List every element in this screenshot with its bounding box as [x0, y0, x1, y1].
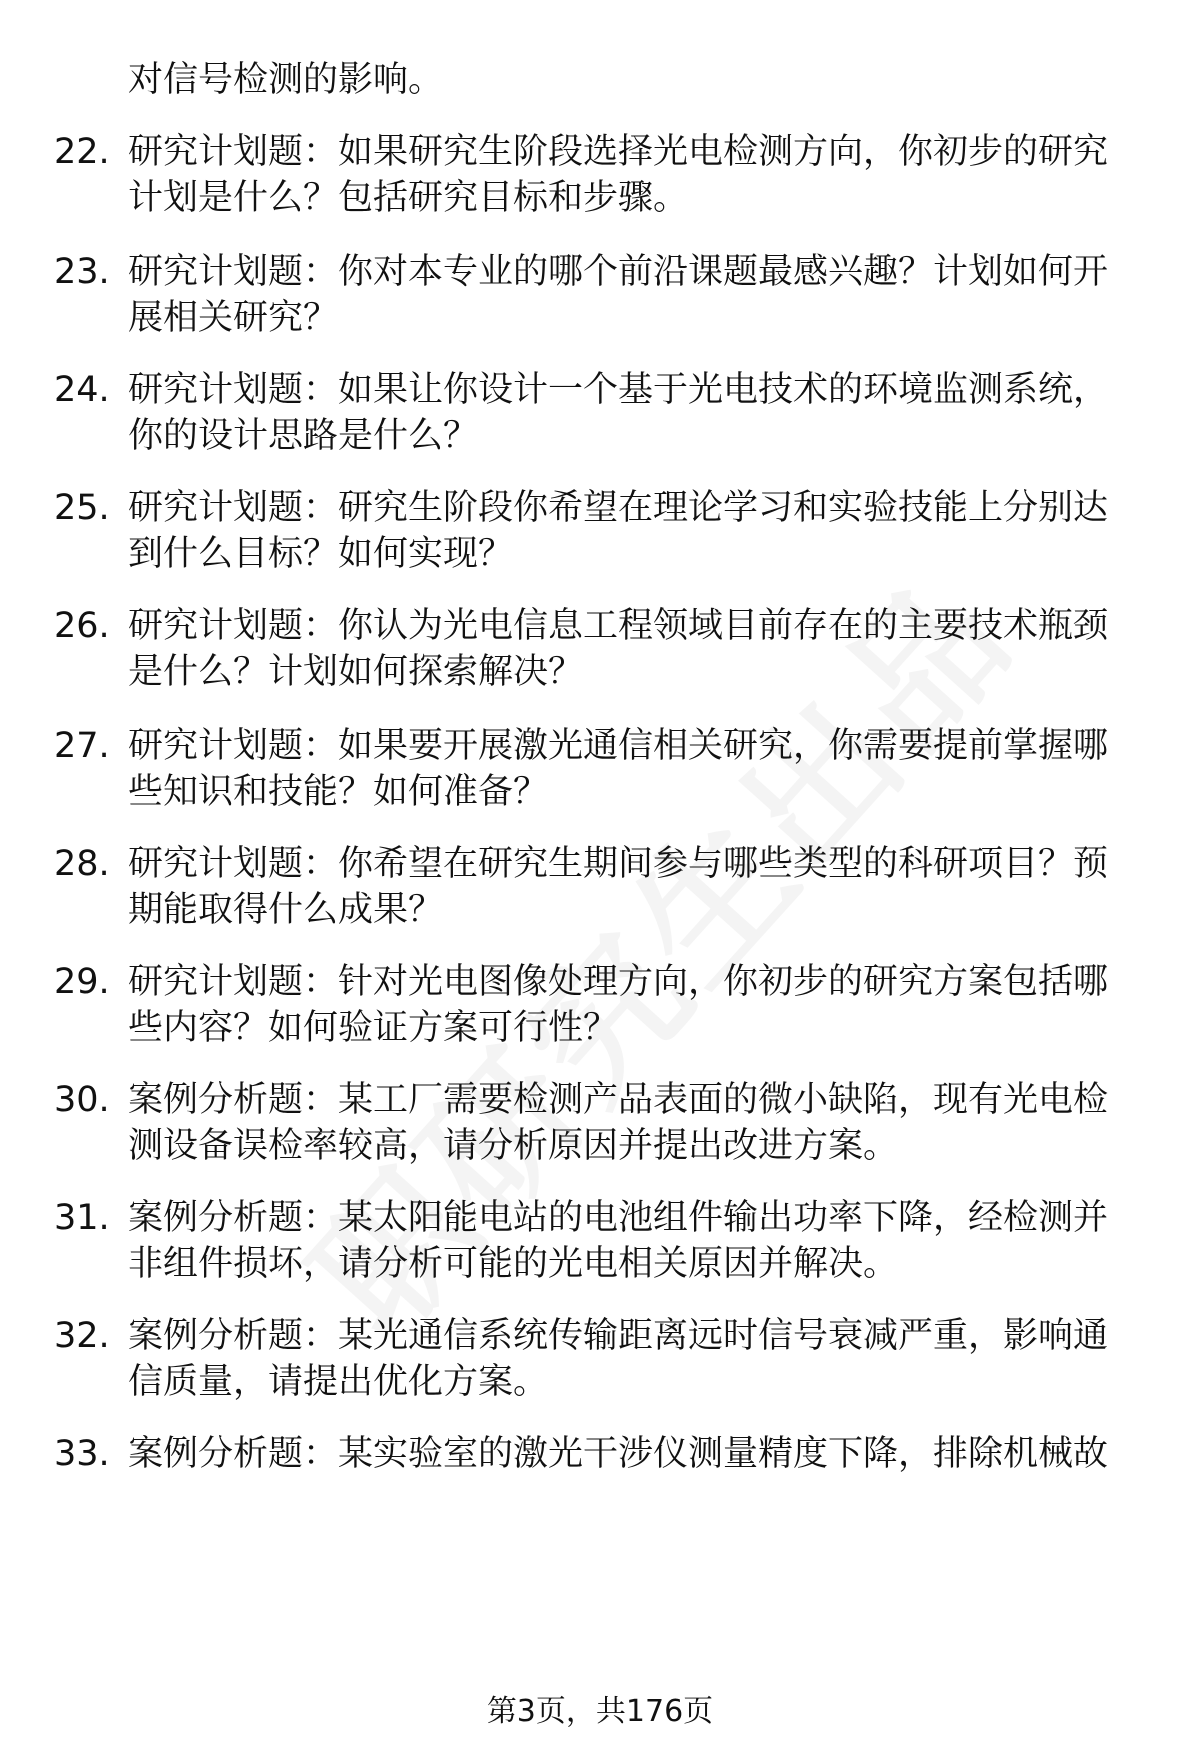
item-text-line: 研究计划题：你认为光电信息工程领域目前存在的主要技术瓶颈	[128, 606, 1109, 646]
page-footer: 第3页，共176页	[486, 1694, 714, 1729]
item-number: 29.	[54, 962, 110, 1002]
item-text-line: 案例分析题：某实验室的激光干涉仪测量精度下降，排除机械故	[128, 1434, 1109, 1474]
item-text-line: 研究计划题：研究生阶段你希望在理论学习和实验技能上分别达	[128, 488, 1109, 528]
item-text-line: 研究计划题：针对光电图像处理方向，你初步的研究方案包括哪	[128, 962, 1109, 1002]
item-number: 28.	[54, 844, 110, 884]
item-text-line: 测设备误检率较高，请分析原因并提出改进方案。	[128, 1126, 899, 1166]
item-number: 23.	[54, 252, 110, 292]
item-number: 30.	[54, 1080, 110, 1120]
item-text-line: 研究计划题：如果让你设计一个基于光电技术的环境监测系统，	[128, 370, 1109, 410]
item-text-line: 研究计划题：如果研究生阶段选择光电检测方向，你初步的研究	[128, 132, 1109, 172]
item-text-line: 些知识和技能？如何准备？	[128, 772, 549, 812]
item-text-line: 非组件损坏，请分析可能的光电相关原因并解决。	[128, 1244, 899, 1284]
item-text-line: 信质量，请提出优化方案。	[128, 1362, 549, 1402]
item-number: 25.	[54, 488, 110, 528]
item-text-line: 研究计划题：你希望在研究生期间参与哪些类型的科研项目？预	[128, 844, 1109, 884]
item-text-line: 案例分析题：某光通信系统传输距离远时信号衰减严重，影响通	[128, 1316, 1109, 1356]
item-number: 26.	[54, 606, 110, 646]
item-text-line: 期能取得什么成果？	[128, 890, 444, 930]
item-text-line: 你的设计思路是什么？	[128, 416, 479, 456]
item-text-line: 些内容？如何验证方案可行性？	[128, 1008, 619, 1048]
item-text-line: 研究计划题：你对本专业的哪个前沿课题最感兴趣？计划如何开	[128, 252, 1109, 292]
item-text-line: 到什么目标？如何实现？	[128, 534, 514, 574]
item-number: 33.	[54, 1434, 110, 1474]
item-text-line: 是什么？计划如何探索解决？	[128, 652, 584, 692]
item-text-line: 案例分析题：某太阳能电站的电池组件输出功率下降，经检测并	[128, 1198, 1109, 1238]
continued-text: 对信号检测的影响。	[128, 60, 444, 100]
item-number: 24.	[54, 370, 110, 410]
item-text-line: 研究计划题：如果要开展激光通信相关研究，你需要提前掌握哪	[128, 726, 1109, 766]
item-number: 32.	[54, 1316, 110, 1356]
item-number: 22.	[54, 132, 110, 172]
item-text-line: 计划是什么？包括研究目标和步骤。	[128, 178, 689, 218]
item-text-line: 案例分析题：某工厂需要检测产品表面的微小缺陷，现有光电检	[128, 1080, 1109, 1120]
item-number: 31.	[54, 1198, 110, 1238]
item-number: 27.	[54, 726, 110, 766]
item-text-line: 展相关研究？	[128, 298, 339, 338]
